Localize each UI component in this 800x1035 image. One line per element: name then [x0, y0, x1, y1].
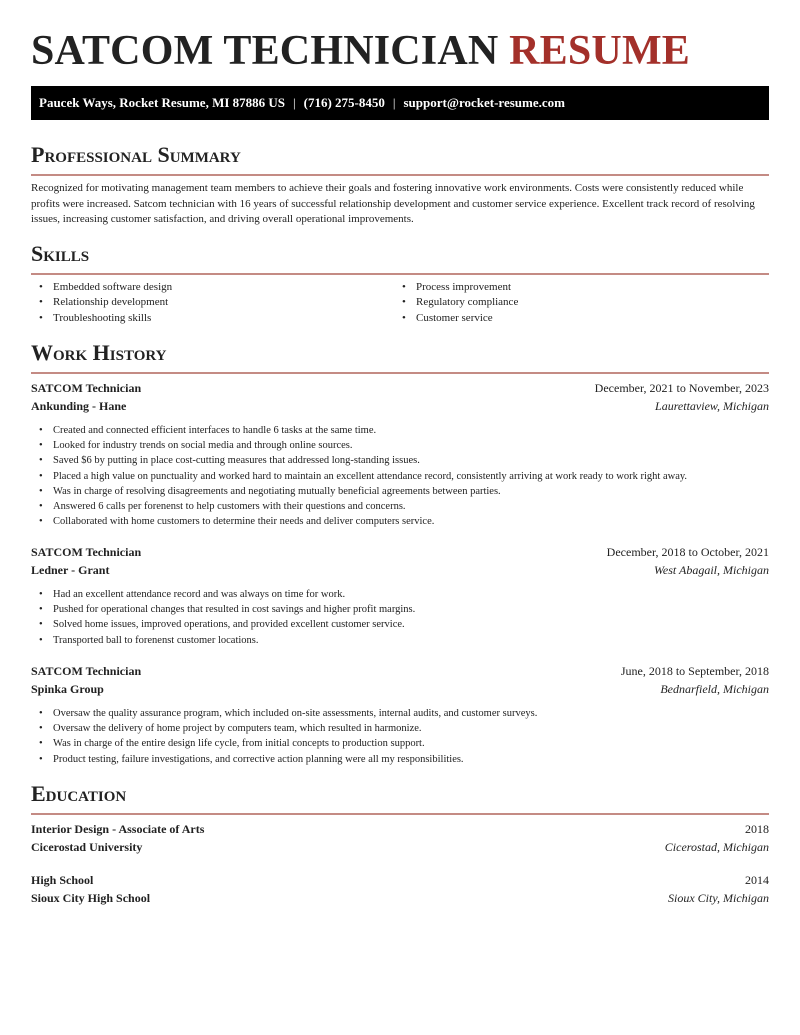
- education-degree: High School: [31, 873, 94, 887]
- skills-column-right: [394, 280, 518, 326]
- duty-item: • Created and connected efficient interfaces to handle 6 tasks at the same time.: [31, 423, 769, 438]
- duty-item: • Solved home issues, improved operations, and provided excellent customer service.: [31, 617, 769, 632]
- skill-item: • Customer service: [394, 311, 518, 326]
- education-degree: Interior Design - Associate of Arts: [31, 822, 205, 836]
- education-location: Cicerostad, Michigan: [664, 840, 769, 854]
- job-duties: [31, 587, 769, 648]
- job-company: Spinka Group: [31, 682, 104, 696]
- skill-item: • Process improvement: [394, 280, 518, 295]
- education-heading: Education: [31, 781, 769, 815]
- summary-heading: Professional Summary: [31, 142, 769, 176]
- job-location: Bednarfield, Michigan: [660, 682, 769, 696]
- skills-heading: Skills: [31, 241, 769, 275]
- duty-item: • Answered 6 calls per forenenst to help customers with their questions and concerns.: [31, 499, 769, 514]
- job-dates: December, 2021 to November, 2023: [594, 381, 769, 395]
- job-duties: [31, 706, 769, 767]
- contact-address: Paucek Ways, Rocket Resume, MI 87886 US: [39, 95, 286, 110]
- skill-item: • Regulatory compliance: [394, 295, 518, 310]
- education-school: Cicerostad University: [31, 840, 143, 854]
- summary-text: Recognized for motivating management team members to achieve their goals and fostering innovative work environments. Costs were consistently reduced while profits were increased. Satcom technician with 16 years of successful relationship development and customer service experience. Excellent track record of resolving issues, increasing customer satisfaction, and driving overall operational improvements.: [31, 182, 755, 225]
- title-main: SATCOM TECHNICIAN: [31, 28, 499, 74]
- skill-item: • Embedded software design: [31, 280, 172, 295]
- duty-item: • Transported ball to forenenst customer locations.: [31, 633, 769, 648]
- duty-item: • Had an excellent attendance record and was always on time for work.: [31, 587, 769, 602]
- contact-phone[interactable]: (716) 275-8450: [303, 95, 385, 110]
- job-duties: [31, 423, 769, 529]
- education-location: Sioux City, Michigan: [668, 891, 769, 905]
- work-heading: Work History: [31, 340, 769, 374]
- contact-email[interactable]: support@rocket-resume.com: [403, 95, 565, 110]
- duty-item: • Was in charge of resolving disagreements and negotiating mutually beneficial agreements between parties.: [31, 484, 769, 499]
- job-dates: December, 2018 to October, 2021: [606, 545, 769, 559]
- job-location: Laurettaview, Michigan: [655, 399, 769, 413]
- job-title: SATCOM Technician: [31, 545, 142, 559]
- job-location: West Abagail, Michigan: [654, 563, 769, 577]
- duty-item: • Oversaw the delivery of home project by computers team, which resulted in harmonize.: [31, 721, 769, 736]
- duty-item: • Product testing, failure investigations, and corrective action planning were all my responsibilities.: [31, 752, 769, 767]
- duty-item: • Placed a high value on punctuality and worked hard to maintain an excellent attendance record, consistently arriving at work ready to work right away.: [31, 469, 769, 484]
- contact-separator: |: [293, 95, 296, 110]
- education-year: 2014: [745, 873, 769, 887]
- resume-title: [31, 28, 690, 74]
- contact-bar: [31, 86, 769, 120]
- duty-item: • Oversaw the quality assurance program, which included on-site assessments, internal audits, and customer surveys.: [31, 706, 769, 721]
- skill-item: • Relationship development: [31, 295, 172, 310]
- duty-item: • Saved $6 by putting in place cost-cutting measures that addressed long-standing issues.: [31, 453, 769, 468]
- duty-item: • Was in charge of the entire design life cycle, from initial concepts to production support.: [31, 736, 769, 751]
- education-year: 2018: [745, 822, 769, 836]
- duty-item: • Looked for industry trends on social media and through online sources.: [31, 438, 769, 453]
- job-company: Ankunding - Hane: [31, 399, 127, 413]
- skill-item: • Troubleshooting skills: [31, 311, 172, 326]
- education-school: Sioux City High School: [31, 891, 151, 905]
- job-company: Ledner - Grant: [31, 563, 110, 577]
- skills-column-left: [31, 280, 172, 326]
- job-title: SATCOM Technician: [31, 664, 142, 678]
- duty-item: • Pushed for operational changes that resulted in cost savings and higher profit margins.: [31, 602, 769, 617]
- title-accent: RESUME: [509, 28, 691, 74]
- job-title: SATCOM Technician: [31, 381, 142, 395]
- duty-item: • Collaborated with home customers to determine their needs and deliver computers service.: [31, 514, 769, 529]
- contact-separator: |: [392, 95, 396, 110]
- job-dates: June, 2018 to September, 2018: [620, 664, 769, 678]
